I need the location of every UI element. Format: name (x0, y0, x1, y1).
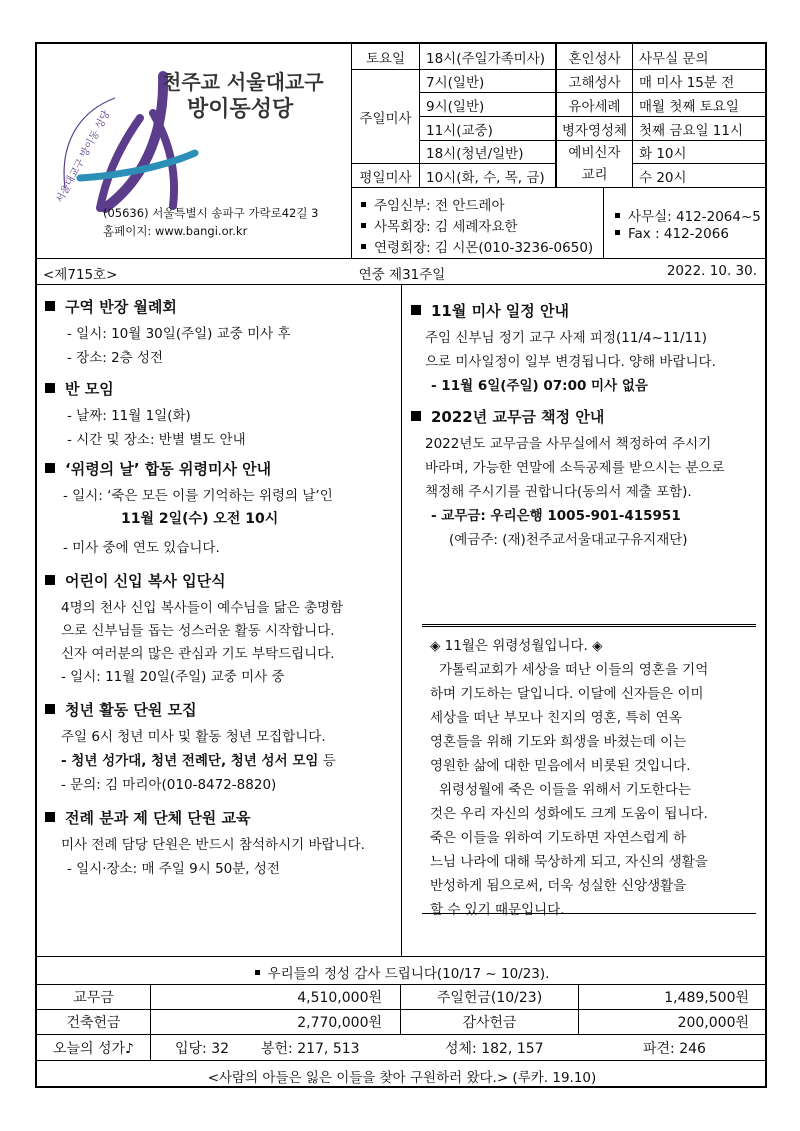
sacrament-value: 매월 첫째 토요일 (633, 93, 767, 117)
offering-value: 4,510,000원 (151, 985, 401, 1010)
offering-label: 건축헌금 (37, 1010, 151, 1035)
weekday-label: 평일미사 (352, 164, 420, 188)
sunday-label: 주일미사 (352, 70, 420, 164)
section-line: - 날짜: 11월 1일(화) (67, 408, 191, 424)
section-line: (예금주: (재)천주교서울대교구유지재단) (449, 532, 688, 548)
hymn-entrance: 입당: 32 (175, 1040, 230, 1057)
section-line: 으로 신부님들 돕는 성스러운 활동 시작합니다. (61, 623, 335, 639)
hymn-label: 오늘의 성가♪ (37, 1035, 151, 1061)
offering-value: 1,489,500원 (579, 985, 767, 1010)
catechumen-time-2: 수 20시 (633, 164, 767, 188)
section-line: - 시간 및 장소: 반별 별도 안내 (67, 432, 246, 448)
section-line: 주일 6시 청년 미사 및 활동 청년 모집합니다. (61, 729, 326, 745)
box-line: 가톨릭교회가 세상을 떠난 이들의 영혼을 기억 (439, 662, 709, 678)
hymn-row (151, 1035, 767, 1061)
issue-date: 2022. 10. 30. (666, 263, 757, 279)
sacrament-value: 사무실 문의 (633, 44, 767, 70)
sunday-mass-4: 18시(청년/일반) (420, 141, 556, 164)
section-title: 반 모임 (45, 378, 114, 399)
box-line: 것은 우리 자신의 성화에도 크게 도움이 됩니다. (430, 806, 708, 822)
box-line: 죽은 이들을 위하여 기도하면 자연스럽게 하 (430, 830, 687, 846)
box-line: 할 수 있기 때문입니다. (430, 902, 565, 918)
catechumen-time-1: 화 10시 (633, 141, 767, 164)
logo-title-line2: 방이동성당 (187, 97, 294, 122)
section-line: - 교무금: 우리은행 1005-901-415951 (431, 508, 681, 524)
offering-value: 200,000원 (579, 1010, 767, 1035)
sunday-mass-3: 11시(교중) (420, 117, 556, 141)
catechumen-label (557, 141, 633, 188)
sunday-mass-1: 7시(일반) (420, 70, 556, 93)
section-line: - 문의: 김 마리아(010-8472-8820) (61, 777, 277, 793)
hymn-communion: 성체: 182, 157 (445, 1040, 544, 1057)
section-title: 전례 분과 제 단체 단원 교육 (45, 807, 251, 828)
box-line: 영원한 삶에 대한 믿음에서 비롯된 것입니다. (430, 758, 691, 774)
section-line: - 일시·장소: 매 주일 9시 50분, 성전 (67, 861, 280, 877)
section-line: 4명의 천사 신입 복사들이 예수님을 닮은 총명함 (61, 600, 344, 616)
hymn-offertory: 봉헌: 217, 513 (261, 1040, 360, 1057)
november-box-title: ◈ 11월은 위령성월입니다. ◈ (430, 638, 603, 654)
offering-value: 2,770,000원 (151, 1010, 401, 1035)
section-line: - 청년 성가대, 청년 전례단, 청년 성서 모임 등 (61, 753, 336, 769)
section-line: 바라며, 가능한 연말에 소득공제를 받으시는 분으로 (425, 460, 725, 476)
section-line: - 장소: 2층 성전 (67, 350, 164, 366)
section-line: 책정해 주시기를 권합니다(동의서 제출 포함). (425, 484, 692, 500)
catechumen-label-line2: 교리 (581, 167, 608, 183)
section-line: 2022년도 교무금을 사무실에서 책정하여 주시기 (425, 436, 712, 452)
section-line: - 일시: 10월 30일(주일) 교중 미사 후 (67, 326, 291, 342)
offering-title: 우리들의 정성 감사 드립니다(10/17 ~ 10/23). (37, 962, 767, 982)
section-line: 신자 여러분의 많은 관심과 기도 부탁드립니다. (61, 646, 335, 662)
saturday-label: 토요일 (352, 44, 420, 70)
section-line: 주임 신부님 정기 교구 사제 피정(11/4~11/11) (425, 330, 708, 346)
parish-homepage: 홈페이지: www.bangi.or.kr (103, 224, 248, 238)
section-line: - 일시: 11월 20일(주일) 교중 미사 중 (61, 669, 285, 685)
logo-arc-text (43, 88, 138, 208)
section-line: - 11월 6일(주일) 07:00 미사 없음 (431, 378, 648, 394)
offering-label: 주일헌금(10/23) (401, 985, 579, 1010)
staff-funeral-president: 연령회장: 김 시몬(010-3236-0650) (361, 236, 593, 256)
offering-label: 감사헌금 (401, 1010, 579, 1035)
sacrament-name: 혼인성사 (557, 44, 633, 70)
section-line: 11월 2일(수) 오전 10시 (121, 511, 279, 527)
office-fax: Fax : 412-2066 (615, 226, 729, 242)
section-title: 어린이 신입 복사 입단식 (45, 570, 226, 591)
parish-address: (05636) 서울특별시 송파구 가락로42길 3 (103, 206, 319, 220)
office-phone: 사무실: 412-2064~5 (615, 205, 761, 225)
sacrament-name: 유아세례 (557, 93, 633, 117)
box-line: 위령성월에 죽은 이들을 위해서 기도한다는 (439, 782, 691, 798)
catechumen-label-line1: 예비신자 (568, 145, 621, 161)
gospel-quote: <사람의 아들은 잃은 이들을 찾아 구원하러 왔다.> (루카. 19.10) (207, 1070, 597, 1086)
section-line: - 미사 중에 연도 있습니다. (63, 540, 220, 556)
section-line: 미사 전례 담당 단원은 반드시 참석하시기 바랍니다. (61, 837, 365, 853)
box-line: 영혼들을 위해 기도와 희생을 바쳤는데 이는 (430, 734, 687, 750)
sacrament-value: 첫째 금요일 11시 (633, 117, 767, 141)
issue-number: <제715호> (43, 267, 118, 283)
sacrament-value: 매 미사 15분 전 (633, 70, 767, 93)
box-line: 하며 기도하는 달입니다. 이달에 신자들은 이미 (430, 686, 704, 702)
section-title: 11월 미사 일정 안내 (411, 300, 569, 321)
sunday-mass-2: 9시(일반) (420, 93, 556, 117)
box-line: 느님 나라에 대해 묵상하게 되고, 자신의 생활을 (430, 854, 708, 870)
staff-pastor: 주임신부: 전 안드레아 (361, 194, 505, 214)
sacrament-name: 병자영성체 (557, 117, 633, 141)
section-title: ‘위령의 날’ 합동 위령미사 안내 (45, 458, 271, 479)
logo-arc-label: 서울대교구 방이동 성당 (54, 108, 113, 206)
box-line: 반성하게 됨으로써, 더욱 성실한 신앙생활을 (430, 878, 687, 894)
section-title: 2022년 교무금 책정 안내 (411, 406, 604, 427)
section-title: 청년 활동 단원 모집 (45, 699, 197, 720)
logo-title-line1: 천주교 서울대교구 (162, 70, 324, 94)
sacrament-name: 고해성사 (557, 70, 633, 93)
section-line: 으로 미사일정이 일부 변경됩니다. 양해 바랍니다. (425, 354, 716, 370)
bulletin-page (35, 42, 767, 1088)
hymn-recessional: 파견: 246 (643, 1040, 706, 1057)
weekday-mass: 10시(화, 수, 목, 금) (420, 164, 556, 188)
saturday-mass: 18시(주일가족미사) (420, 44, 556, 70)
section-title: 구역 반장 월례회 (45, 296, 177, 317)
section-line: - 일시: ‘죽은 모든 이를 기억하는 위령의 날’인 (63, 488, 333, 504)
box-line: 세상을 떠난 부모나 친지의 영혼, 특히 연옥 (430, 710, 682, 726)
offering-label: 교무금 (37, 985, 151, 1010)
liturgical-week: 연중 제31주일 (358, 267, 446, 283)
staff-council-president: 사목회장: 김 세례자요한 (361, 215, 518, 235)
